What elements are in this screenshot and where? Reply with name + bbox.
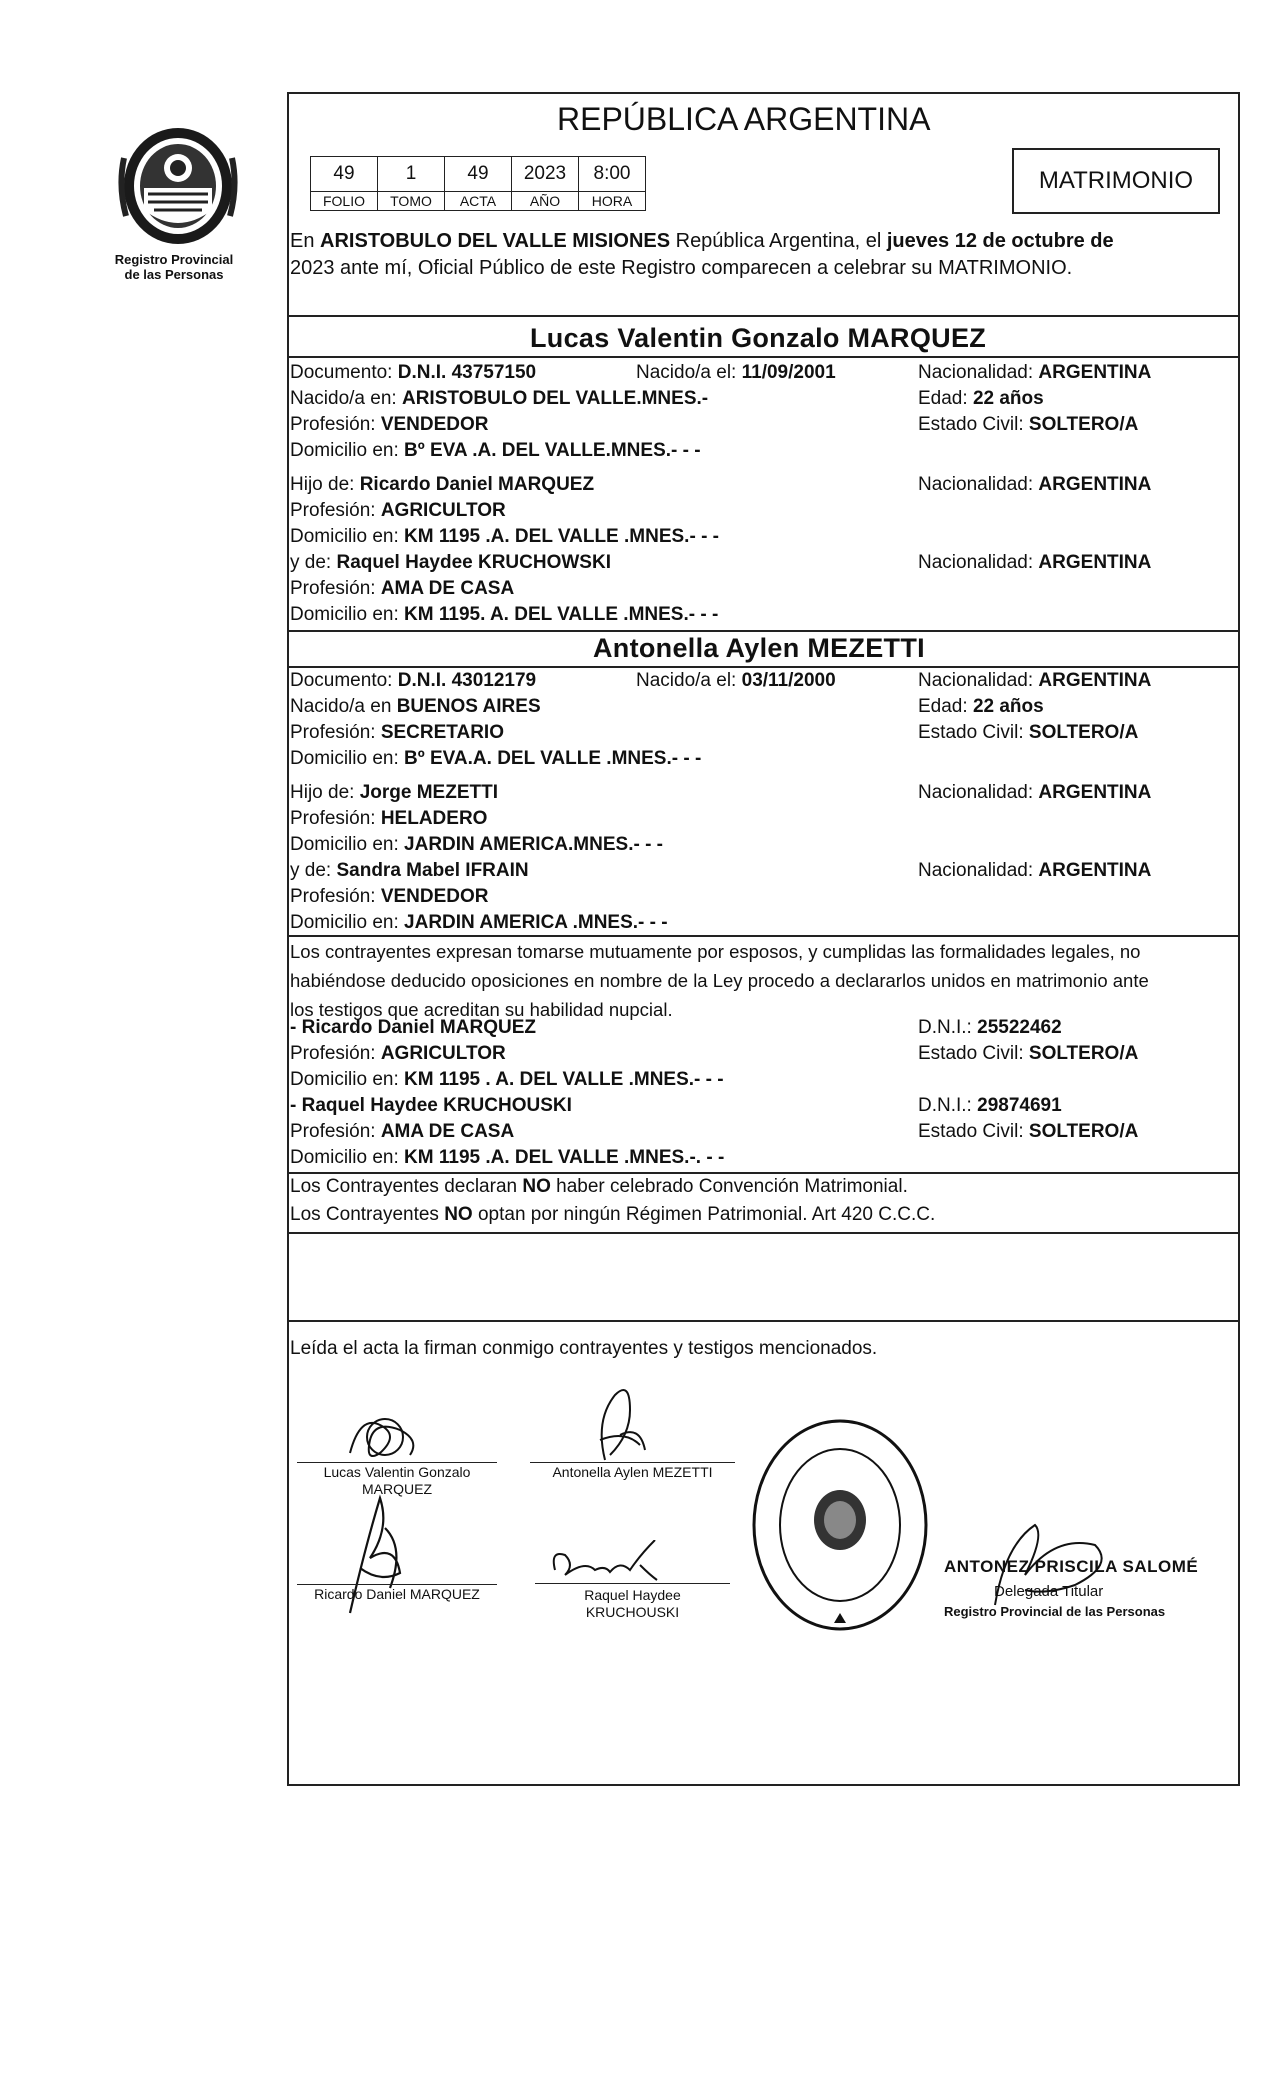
testigo1-name [290,1016,536,1040]
value: ARISTOBULO DEL VALLE.MNES.- [401,388,709,409]
label: Domicilio en: [290,604,399,625]
tomo-value: 1 [378,157,445,192]
divider [287,1320,1240,1322]
label: Domicilio en: [290,526,399,547]
sig4-line2: KRUCHOUSKI [585,1604,680,1620]
label: Domicilio en: [290,1069,399,1090]
testigo2-profesion [290,1120,514,1144]
label: Profesión: [290,578,376,599]
sig3-caption: Ricardo Daniel MARQUEZ [314,1586,480,1602]
registro-provincial-seal-icon [114,118,242,254]
value: ARGENTINA [1038,474,1152,495]
label: Estado Civil: [918,1121,1024,1142]
c1-profesion [290,413,489,437]
c2-documento [290,669,536,693]
value: Jorge MEZETTI [359,782,498,803]
sig1-line1: Lucas Valentin Gonzalo [323,1464,471,1480]
intro-p2: República Argentina, el [670,230,887,252]
intro-p1: En [290,230,321,252]
value: SOLTERO/A [1028,722,1139,743]
value: JARDIN AMERICA.MNES.- - - [404,834,664,855]
value: Sandra Mabel IFRAIN [336,860,529,881]
label: Edad: [918,696,968,717]
c1-domicilio [290,439,701,463]
text: NO [522,1176,551,1197]
c1-nacionalidad [918,361,1151,385]
label: y de: [290,860,332,881]
signature-lucas-icon [330,1405,440,1465]
value: Bº EVA.A. DEL VALLE .MNES.- - - [404,748,702,769]
closing-text: Leída el acta la firman conmigo contrayentes y testigos mencionados. [290,1338,878,1359]
value: D.N.I. 43012179 [397,670,537,691]
declaration-line3: los testigos que acreditan su habilidad nupcial. [290,999,673,1020]
official-name: ANTONEZ PRISCILA SALOMÉ [944,1557,1199,1576]
label: Estado Civil: [918,414,1024,435]
label: Nacionalidad: [918,474,1034,495]
value: ARGENTINA [1038,782,1152,803]
value: BUENOS AIRES [396,696,541,717]
c2-nacido-el [636,669,836,693]
label: Profesión: [290,886,376,907]
logo-caption [104,252,244,282]
label: Estado Civil: [918,722,1024,743]
value: 03/11/2000 [741,670,836,691]
intro-line2: 2023 ante mí, Oficial Público de este Registro comparecen a celebrar su MATRIMONIO. [290,257,1073,279]
intro-line1 [290,228,1114,255]
c2-nacido-en [290,695,541,719]
c1-madre-profesion [290,577,514,601]
value: 25522462 [977,1017,1062,1038]
label: Domicilio en: [290,834,399,855]
label: Edad: [918,388,968,409]
label: Profesión: [290,808,376,829]
label: Profesión: [290,414,376,435]
convencion-line1 [290,1175,908,1199]
divider [287,1172,1240,1174]
label: Domicilio en: [290,440,399,461]
label: y de: [290,552,332,573]
label: Hijo de: [290,474,355,495]
value: ARGENTINA [1038,362,1152,383]
value: KM 1195 . A. DEL VALLE .MNES.- - - [404,1069,724,1090]
intro-place: ARISTOBULO DEL VALLE MISIONES [320,230,671,252]
registry-stamp-icon [748,1415,933,1635]
value: KM 1195 .A. DEL VALLE .MNES.-. - - [404,1147,725,1168]
value: AGRICULTOR [380,1043,506,1064]
label: Nacido/a en: [290,388,397,409]
anio-label: AÑO [512,192,579,211]
hora-label: HORA [579,192,646,211]
value: Ricardo Daniel MARQUEZ [359,474,595,495]
record-type: MATRIMONIO [1038,167,1194,194]
value: 22 años [972,696,1044,717]
intro-date: jueves 12 de octubre de [886,230,1114,252]
c2-padre-nacionalidad [918,781,1151,805]
c2-domicilio [290,747,701,771]
c2-nacionalidad [918,669,1151,693]
testigo2-estado-civil [918,1120,1138,1144]
c1-padre-nacionalidad [918,473,1151,497]
convencion-line2 [290,1203,935,1227]
sig1-line2: MARQUEZ [362,1481,432,1497]
folio-label: FOLIO [311,192,378,211]
label: Documento: [290,670,393,691]
label: Nacionalidad: [918,860,1034,881]
official-office: Registro Provincial de las Personas [944,1604,1166,1619]
text: haber celebrado Convención Matrimonial. [550,1176,908,1197]
hora-value: 8:00 [579,157,646,192]
c2-padre-domicilio [290,833,663,857]
c2-estado-civil [918,721,1138,745]
c1-estado-civil [918,413,1138,437]
label: Profesión: [290,500,376,521]
declaration-line2: habiéndose deducido oposiciones en nombre de la Ley procedo a declararlos unidos en matrimonio ante [290,970,1149,991]
label: D.N.I.: [918,1095,972,1116]
value: KM 1195 .A. DEL VALLE .MNES.- - - [404,526,720,547]
value: Bº EVA .A. DEL VALLE.MNES.- - - [404,440,701,461]
declaration-line1: Los contrayentes expresan tomarse mutuamente por esposos, y cumplidas las formalidades legales, no [290,941,1141,962]
c1-padre [290,473,594,497]
c1-padre-profesion [290,499,506,523]
text: Los Contrayentes [290,1204,445,1225]
c1-nacido-el [636,361,836,385]
testigo2-dni [918,1094,1062,1118]
testigo1-profesion [290,1042,506,1066]
value: VENDEDOR [380,886,489,907]
anio-value: 2023 [512,157,579,192]
c1-documento [290,361,536,385]
sig4-line1: Raquel Haydee [584,1587,681,1603]
c1-madre [290,551,611,575]
value: - Raquel Haydee KRUCHOUSKI [290,1095,572,1116]
value: SOLTERO/A [1028,1043,1139,1064]
signature-line [530,1462,735,1463]
c2-edad [918,695,1044,719]
label: Nacido/a en [290,696,392,717]
country-title: REPÚBLICA ARGENTINA [557,101,931,137]
c1-madre-nacionalidad [918,551,1151,575]
c2-padre-profesion [290,807,487,831]
sig2-caption: Antonella Aylen MEZETTI [552,1464,713,1480]
text: NO [444,1204,473,1225]
signature-line [297,1462,497,1463]
value: D.N.I. 43757150 [397,362,537,383]
divider [287,1232,1240,1234]
label: Profesión: [290,1121,376,1142]
c2-madre-domicilio [290,911,668,935]
signature-line [297,1584,497,1585]
label: D.N.I.: [918,1017,972,1038]
value: ARGENTINA [1038,860,1152,881]
testigo2-domicilio [290,1146,724,1170]
c2-padre [290,781,498,805]
value: ARGENTINA [1038,552,1152,573]
acta-value: 49 [445,157,512,192]
label: Domicilio en: [290,912,399,933]
c1-edad [918,387,1044,411]
label: Domicilio en: [290,1147,399,1168]
tomo-label: TOMO [378,192,445,211]
c2-madre-nacionalidad [918,859,1151,883]
label: Nacionalidad: [918,782,1034,803]
value: VENDEDOR [380,414,489,435]
c2-madre-profesion [290,885,489,909]
label: Nacionalidad: [918,552,1034,573]
testigo1-domicilio [290,1068,724,1092]
value: Raquel Haydee KRUCHOWSKI [336,552,611,573]
divider [287,666,1240,668]
record-type-box [1012,148,1220,214]
text: Los Contrayentes declaran [290,1176,523,1197]
value: SECRETARIO [380,722,504,743]
testigo2-name [290,1094,572,1118]
value: AMA DE CASA [380,1121,515,1142]
acta-label: ACTA [445,192,512,211]
folio-value: 49 [311,157,378,192]
c1-padre-domicilio [290,525,719,549]
c1-nacido-en [290,387,708,411]
testigo1-estado-civil [918,1042,1138,1066]
value: AMA DE CASA [380,578,515,599]
signature-line [535,1583,730,1584]
text: optan por ningún Régimen Patrimonial. Art 420 C.C.C. [472,1204,936,1225]
c1-madre-domicilio [290,603,718,627]
value: ARGENTINA [1038,670,1152,691]
value: SOLTERO/A [1028,1121,1139,1142]
value: KM 1195. A. DEL VALLE .MNES.- - - [404,604,719,625]
label: Hijo de: [290,782,355,803]
official-title: Delegada Titular [994,1583,1104,1600]
registry-table [310,156,646,211]
value: 11/09/2001 [741,362,836,383]
label: Nacido/a el: [636,362,737,383]
logo-caption-line1: Registro Provincial [114,252,234,267]
c2-madre [290,859,529,883]
value: SOLTERO/A [1028,414,1139,435]
label: Profesión: [290,722,376,743]
divider [287,315,1240,317]
contrayente1-name: Lucas Valentin Gonzalo MARQUEZ [530,323,987,353]
label: Profesión: [290,1043,376,1064]
label: Nacido/a el: [636,670,737,691]
value: HELADERO [380,808,488,829]
label: Estado Civil: [918,1043,1024,1064]
label: Documento: [290,362,393,383]
contrayente2-name: Antonella Aylen MEZETTI [593,633,925,663]
logo-caption-line2: de las Personas [124,267,224,282]
divider [287,356,1240,358]
divider [287,630,1240,632]
signature-antonella-icon [575,1380,665,1470]
testigo1-dni [918,1016,1062,1040]
c2-profesion [290,721,504,745]
label: Domicilio en: [290,748,399,769]
label: Nacionalidad: [918,362,1034,383]
value: JARDIN AMERICA .MNES.- - - [404,912,668,933]
value: 29874691 [977,1095,1062,1116]
value: AGRICULTOR [380,500,506,521]
value: 22 años [972,388,1044,409]
label: Nacionalidad: [918,670,1034,691]
value: - Ricardo Daniel MARQUEZ [290,1017,536,1038]
declaration [290,937,1149,1024]
sig4-caption [535,1587,730,1621]
